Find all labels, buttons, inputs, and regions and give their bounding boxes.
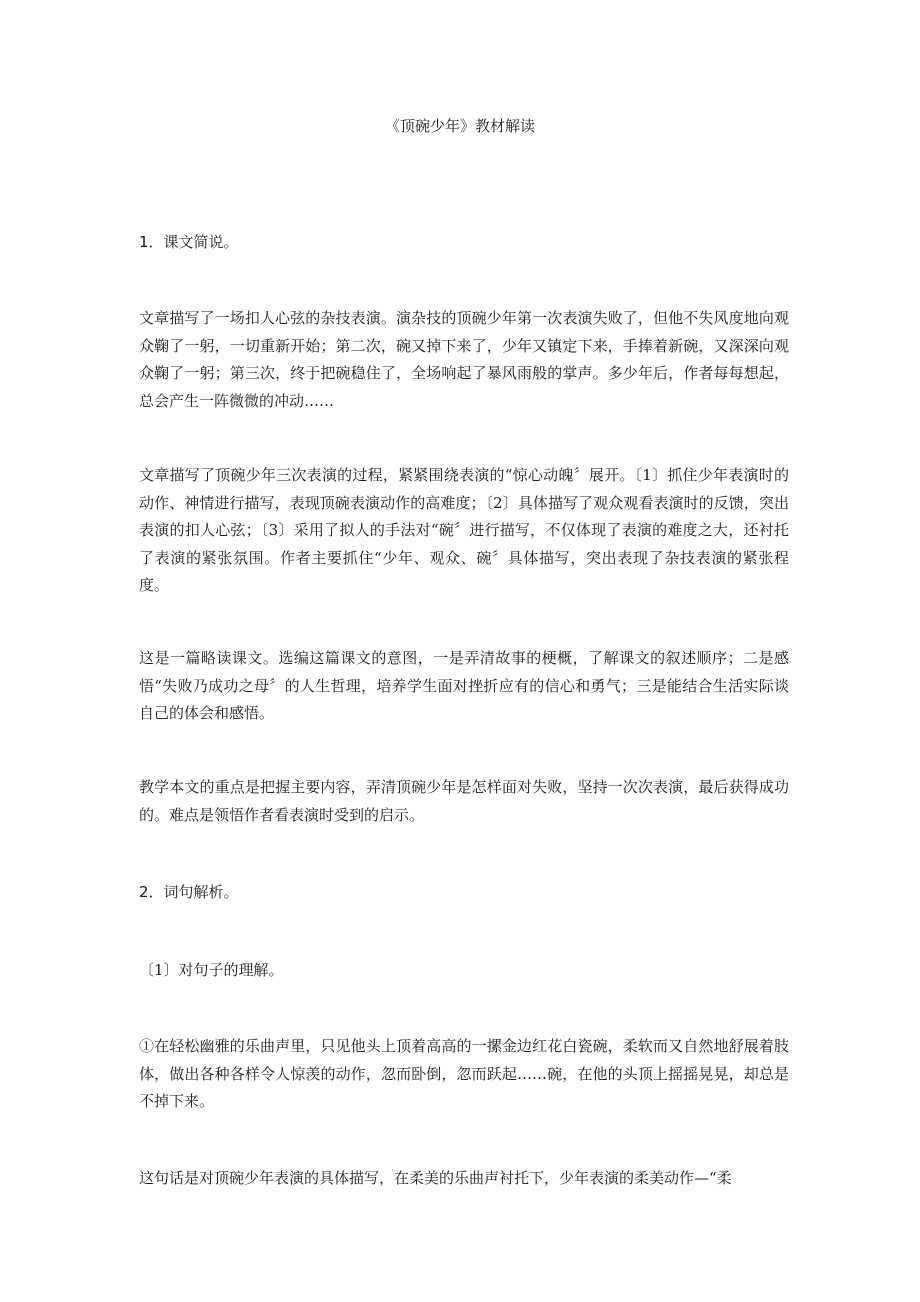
paragraph-summary: 文章描写了一场扣人心弦的杂技表演。演杂技的顶碗少年第一次表演失败了，但他不失风度地向观众鞠了一躬，一切重新开始；第二次，碗又掉下来了，少年又镇定下来，手捧着新碗，又深深向观众鞠了一躬；第三次，终于把碗稳住了，全场响起了暴风雨般的掌声。多少年后，作者每每想起，总会产生一阵微微的冲动…… (139, 309, 789, 410)
section-1-heading: 1．课文简说。 (139, 233, 239, 251)
paragraph-intent: 这是一篇略读课文。选编这篇课文的意图，一是弄清故事的梗概，了解课文的叙述顺序；二是感悟“失败乃成功之母〞的人生哲理，培养学生面对挫折应有的信心和勇气；三是能结合生活实际谈自己的体会和感悟。 (139, 649, 789, 722)
analysis-1: 这句话是对顶碗少年表演的具体描写，在柔美的乐曲声衬托下，少年表演的柔美动作—“柔 (139, 1169, 732, 1187)
paragraph-structure: 文章描写了顶碗少年三次表演的过程，紧紧围绕表演的“惊心动魄〞展开。〔1〕抓住少年表演时的动作、神情进行描写，表现顶碗表演动作的高难度；〔2〕具体描写了观众观看表演时的反馈，突出表演的扣人心弦；〔3〕采用了拟人的手法对“碗〞进行描写，不仅体现了表演的难度之大，还衬托了表演的紧张氛围。作者主要抓住“少年、观众、碗〞具体描写，突出表现了杂技表演的紧张程度。 (139, 466, 789, 594)
paragraph-focus: 教学本文的重点是把握主要内容，弄清顶碗少年是怎样面对失败，坚持一次次表演，最后获得成功的。难点是领悟作者看表演时受到的启示。 (139, 778, 789, 824)
subsection-1-heading: 〔1〕对句子的理解。 (139, 961, 284, 979)
quote-1: ①在轻松幽雅的乐曲声里，只见他头上顶着高高的一摞金边红花白瓷碗，柔软而又自然地舒展着肢体，做出各种各样令人惊羡的动作，忽而卧倒，忽而跃起……碗，在他的头顶上摇摇晃晃，却总是不掉下来。 (139, 1037, 789, 1110)
section-2-heading: 2．词句解析。 (139, 883, 239, 901)
document-title: 《顶碗少年》教材解读 (384, 117, 535, 135)
